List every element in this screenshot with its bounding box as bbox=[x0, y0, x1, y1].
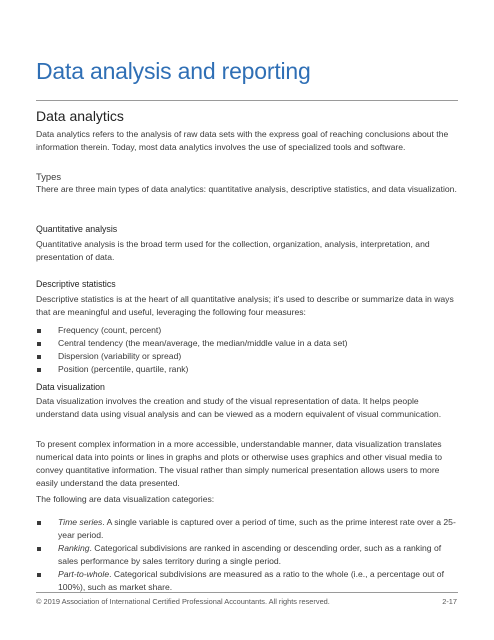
quantitative-heading: Quantitative analysis bbox=[36, 224, 118, 234]
descriptive-heading: Descriptive statistics bbox=[36, 279, 116, 289]
visualization-paragraph-3: The following are data visualization categories: bbox=[36, 494, 215, 504]
category-description: . A single variable is captured over a period of time, such as the prime interest rate over a 25-year period. bbox=[58, 517, 456, 540]
footer-divider bbox=[36, 592, 458, 593]
category-description: . Categorical subdivisions are ranked in ascending or descending order, such as a ranking of sales performance by sales territory during a single period. bbox=[58, 543, 442, 566]
categories-list bbox=[36, 516, 460, 594]
list-item: Frequency (count, percent) bbox=[36, 324, 460, 337]
category-term: Ranking bbox=[58, 543, 90, 553]
list-item bbox=[36, 568, 460, 594]
footer-copyright: © 2019 Association of International Certified Professional Accountants. All rights reserved. bbox=[36, 597, 330, 606]
measures-list bbox=[36, 324, 460, 376]
list-item: Position (percentile, quartile, rank) bbox=[36, 363, 460, 376]
category-description: . Categorical subdivisions are measured as a ratio to the whole (i.e., a percentage out of 100%), such as market share. bbox=[58, 569, 444, 592]
intro-paragraph: Data analytics refers to the analysis of raw data sets with the express goal of reaching conclusions about the information therein. Today, most data analytics involves the use of specialized tools and software. bbox=[36, 129, 449, 152]
chapter-divider bbox=[36, 100, 458, 101]
category-term: Time series bbox=[58, 517, 103, 527]
list-item bbox=[36, 542, 460, 568]
page-number: 2-17 bbox=[442, 597, 457, 606]
list-item: Dispersion (variability or spread) bbox=[36, 350, 460, 363]
descriptive-paragraph: Descriptive statistics is at the heart of all quantitative analysis; it’s used to describe or summarize data in ways that are meaningful and useful, leveraging the following four measures: bbox=[36, 294, 454, 317]
types-heading: Types bbox=[36, 171, 62, 182]
list-item: Central tendency (the mean/average, the median/middle value in a data set) bbox=[36, 337, 460, 350]
list-item bbox=[36, 516, 460, 542]
visualization-paragraph-1: Data visualization involves the creation and study of the visual representation of data. It helps people understand data using visual analysis and can be viewed as a modern equivalent of visual communication. bbox=[36, 396, 442, 419]
chapter-title: Data analysis and reporting bbox=[36, 58, 311, 84]
types-paragraph: There are three main types of data analytics: quantitative analysis, descriptive statistics, and data visualization. bbox=[36, 184, 457, 194]
section-title: Data analytics bbox=[36, 108, 124, 124]
category-term: Part-to-whole bbox=[58, 569, 110, 579]
quantitative-paragraph: Quantitative analysis is the broad term used for the collection, organization, analysis, interpretation, and presentation of data. bbox=[36, 239, 430, 262]
visualization-heading: Data visualization bbox=[36, 382, 105, 392]
visualization-paragraph-2: To present complex information in a more accessible, understandable manner, data visualization translates numerical data into points or lines in graphs and plots or otherwise uses graphics and other visual media to convey quantitative information. The visual rather than simply numerical presentation allows users to more easily understand the data presented. bbox=[36, 439, 443, 488]
